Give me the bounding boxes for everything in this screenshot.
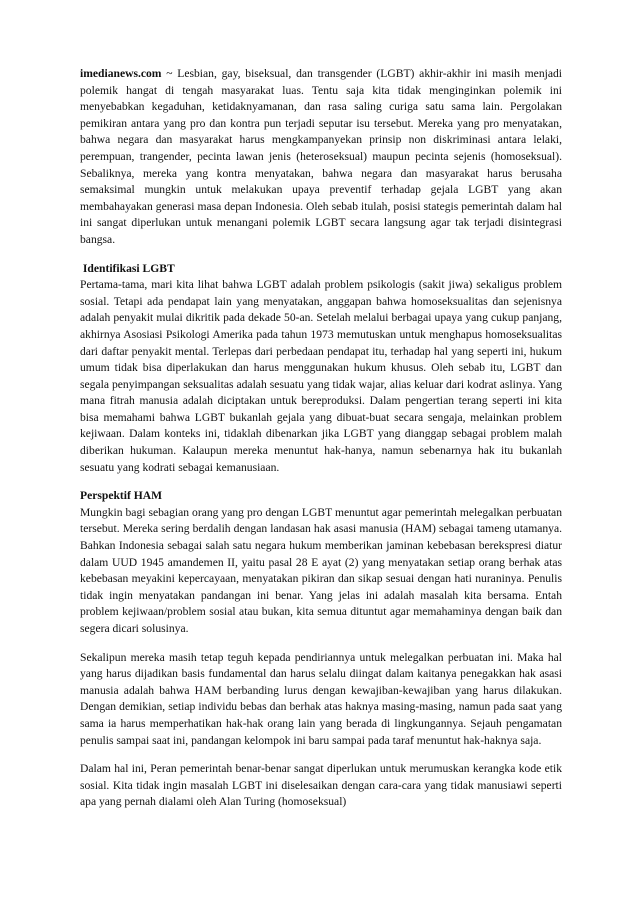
ham-paragraph-3: Dalam hal ini, Peran pemerintah benar-benar sangat diperlukan untuk merumuskan kerangka kode etik sosial. Kita tidak ingin masalah LGBT ini diselesaikan dengan cara-cara yang tidak manusiawi seperti apa yang pernah dialami oleh Alan Turing (homoseksual) <box>80 762 562 809</box>
source-label: imedianews.com <box>80 67 162 80</box>
section-heading-ham: Perspektif HAM <box>80 489 163 503</box>
spacer <box>80 638 562 650</box>
spacer <box>80 249 562 261</box>
spacer <box>80 476 562 488</box>
intro-text: ~ Lesbian, gay, biseksual, dan transgender (LGBT) akhir-akhir ini masih menjadi polemik hangat di tengah masyarakat luas. Tentu saja kita tidak menginginkan polemik ini menyebabkan kegaduhan, ketidaknyamanan, dan rasa saling curiga satu sama lain. Pergolakan pemikiran antara yang pro dan kontra pun terjadi seputar isu tersebut. Mereka yang pro menyatakan, bahwa negara dan masyarakat harus mengkampanyekan prinsip non diskriminasi antara lelaki, perempuan, trangender, pecinta lawan jenis (heteroseksual) maupun pecinta sejenis (homoseksual). Sebaliknya, mereka yang kontra menyatakan, bahwa negara dan masyarakat harus berusaha semaksimal mungkin untuk melakukan upaya preventif terhadap gejala LGBT yang akan membahayakan generasi masa depan Indonesia. Oleh sebab itulah, posisi stategis pemerintah dalam hal ini sangat diperlukan untuk menangani polemik LGBT secara langsung agar tak terjadi disintegrasi bangsa. <box>80 67 562 246</box>
section-heading-identifikasi: Identifikasi LGBT <box>80 261 175 275</box>
identifikasi-paragraph: Pertama-tama, mari kita lihat bahwa LGBT adalah problem psikologis (sakit jiwa) sekaligus problem sosial. Tetapi ada pendapat lain yang menyatakan, anggapan bahwa homoseksualitas dan sejenisnya adalah penyakit mulai dikritik pada dekade 50-an. Setelah melalui berbagai upaya yang cukup panjang, akhirnya Asosiasi Psikologi Amerika pada tahun 1973 memutuskan untuk menghapus homoseksualitas dari daftar penyakit mental. Terlepas dari perbedaan pendapat itu, terhadap hal yang seperti ini, hukum umum tidak bisa diperlakukan dan harus menggunakan hukum khusus. Oleh sebab itu, LGBT dan segala penyimpangan seksualitas adalah sesuatu yang tidak wajar, alias keluar dari kodrat aslinya. Yang mana fitrah manusia adalah diciptakan untuk bereproduksi. Dalam pengertian terang seperti ini kita bisa memahami bahwa LGBT bukanlah gejala yang dibuat-buat secara sengaja, melainkan problem kejiwaan. Dalam konteks ini, tidaklah dibenarkan jika LGBT yang dianggap sebagai problem malah diberikan hukuman. Kalaupun mereka menuntut hak-hanya, namun sebenarnya hak itu bukanlah sesuatu yang kodrati sebagai kemanusiaan. <box>80 278 562 474</box>
ham-paragraph-2: Sekalipun mereka masih tetap teguh kepada pendiriannya untuk melegalkan perbuatan ini. Maka hal yang harus dijadikan basis fundamental dan harus selalu diingat dalam kaitanya penegakkan hak asasi manusia adalah bahwa HAM berbanding lurus dengan kewajiban-kewajiban yang harus dilakukan. Dengan demikian, setiap individu bebas dan berhak atas haknya masing-masing, namun pada saat yang sama ia harus memperhatikan hak-hak orang lain yang berada di lingkungannya. Sejauh pengamatan penulis sampai saat ini, pandangan kelompok ini baru sampai pada taraf menuntut hak-haknya saja. <box>80 650 562 747</box>
document-page <box>80 66 562 811</box>
ham-paragraph-1: Mungkin bagi sebagian orang yang pro dengan LGBT menuntut agar pemerintah melegalkan perbuatan tersebut. Mereka sering berdalih dengan landasan hak asasi manusia (HAM) sebagai tameng utamanya. Bahkan Indonesia sebagai salah satu negara hukum memberikan jaminan kebebasan berekspresi diatur dalam UUD 1945 amandemen II, yaitu pasal 28 E ayat (2) yang menyatakan setiap orang berhak atas kebebasan meyakini kepercayaan, menyatakan pikiran dan sikap sesuai dengan hati nuraninya. Penulis tidak ingin menyatakan pandangan ini benar. Yang jelas ini adalah masalah kita bersama. Entah problem kejiwaan/problem sosial atau bukan, kita semua dituntut agar memahaminya dengan baik dan segera dicari solusinya. <box>80 505 562 635</box>
intro-paragraph <box>80 66 562 249</box>
spacer <box>80 749 562 761</box>
